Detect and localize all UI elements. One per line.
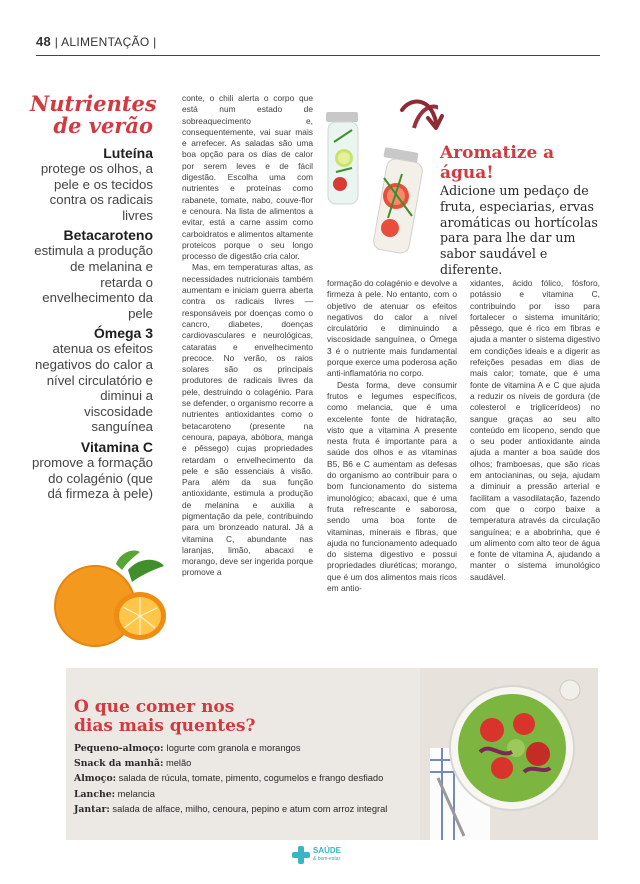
menu-title: O que comer nos dias mais quentes?	[74, 697, 256, 736]
paragraph: conte, o chili alerta o corpo que está num estado de sobreaquecimento e, consequentemente, vai suar mais e arrefecer. As saladas são uma boa opção para os dias de calor por serem leves e de fácil digestão. Escolha uma com nutrientes e proteínas como rabanete, tomate, nabo, couve-flor e cenoura. Na lista de alimentos a evitar, está a carne assim como carboidratos e alimentos altamente proteicos porque o seu longo processo de digestão cria calor.	[182, 93, 313, 262]
page-header	[36, 34, 157, 49]
header-divider	[36, 55, 600, 56]
nutrients-sidebar	[30, 91, 157, 502]
health-cross-icon	[292, 846, 310, 864]
menu-item: Almoço: salada de rúcula, tomate, pimento, cogumelos e frango desfiado	[74, 773, 384, 785]
paragraph: Desta forma, deve consumir frutos e legumes específicos, como melancia, que é uma excelente fonte de hidratação, visto que a vitamina A presente nesta fruta é importante para a saúde dos olhos e as vitaminas B5, B6 e C aumentam as defesas do organismo ao contribuir para o bom funcionamento do sistema imunológico; abacaxi, que é uma fruta refrescante e saborosa, sendo uma boa fonte de vitaminas, minerais e fibras, que ajuda no funcionamento adequado do sistema digestivo e possui propriedades diuréticas; morango, que é um dos alimentos mais ricos em antio-	[327, 379, 457, 594]
nutrient-term: Betacaroteno	[63, 227, 153, 244]
brand-name: SAÚDE	[313, 846, 342, 855]
page-number: 48	[36, 34, 52, 49]
curved-arrow-icon	[396, 96, 446, 136]
aroma-callout	[440, 143, 605, 278]
sidebar-title: Nutrientes de verão	[30, 91, 157, 138]
article-column-2	[327, 278, 457, 594]
menu-item: Lanche: melancia	[74, 788, 155, 800]
nutrient-term: Vitamina C	[80, 438, 153, 455]
article-column-3	[470, 278, 600, 583]
menu-list	[74, 698, 434, 817]
nutrient-desc: promove a formação do colagénio (que dá firmeza à pele)	[32, 454, 153, 502]
menu-item: Snack da manhã: melão	[74, 758, 192, 770]
menu-item: Pequeno-almoço: Iogurte com granola e morangos	[74, 743, 301, 754]
paragraph: formação do colagénio e devolve a firmeza à pele. No entanto, com o objetivo de atenuar os efeitos negativos do calor a nível circulatório e diminuindo a viscosidade sanguínea, o Ómega 3 é o nutriente mais fundamental porque exerce uma poderosa ação anti-inflamatória no corpo.	[327, 278, 457, 379]
salad-bowl-image	[420, 668, 598, 840]
orange-image	[40, 548, 170, 648]
nutrient-term: Luteína	[103, 145, 153, 161]
article-column-1	[182, 93, 313, 579]
paragraph: Mas, em temperaturas altas, as necessidades nutricionais também aumentam e iniciam guerra aberta contra os radicais livres — responsáveis por doenças como o cancro, diabetes, doenças cardiovasculares e neurológicas, cataratas e envelhecimento precoce. No verão, os raios solares são os principais produtores de radicais livres da pele, destruindo o colagénio. Para se defender, o organismo recorre a nutrientes antioxidantes como o betacaroteno (presente na cenoura, papaya, abóbora, manga e pêssego) cujas propriedades retardam o envelhecimento da pele e são essenciais à visão. Para além da sua função antioxidante, estimula a produção de melanina e auxilia a pigmentação da pele, contribuindo para um bronzeado natural. Já a vitamina C, abundante nas laranjas, limão, abacaxi e morango, deve ser ingerida porque promove a	[182, 262, 313, 578]
aroma-text: Adicione um pedaço de fruta, especiarias, ervas aromáticas ou hortícolas para para lhe dar um sabor saudável e diferente.	[440, 183, 598, 277]
aroma-title: Aromatize a água!	[440, 143, 555, 183]
nutrient-desc: atenua os efeitos negativos do calor a nível circulatório e diminui a viscosidade sanguínea	[34, 341, 153, 435]
paragraph: xidantes, ácido fólico, fósforo, potássio e vitamina C, contribuindo por isso para fortalecer o sistema imunitário; pêssego, que é rico em fibras e ajuda a manter o sistema digestivo em condições ideais e a digerir as refeições pesadas em dias de mais calor; tomate, que é uma fonte de vitamina A e C que ajuda a reduzir os níveis de gordura (de colesterol e triglicerídeos) no sangue graças ao seu alto conteúdo em licopeno, sendo que o seu poder antioxidante ainda ajuda a manter a boa saúde dos olhos; framboesas, que são ricas em antocianinas, ou seja, ajudam a diminuir a pressão arterial e facilitam a vasodilatação, fazendo com que o corpo baixe a temperatura através da circulação sanguínea; e a abobrinha, que é um alimento com alto teor de água e fonte de vitamina A, ajudando a manter o sistema imunológico saudável.	[470, 278, 600, 582]
nutrient-desc: protege os olhos, a pele e os tecidos contra os radicais livres	[40, 161, 153, 223]
nutrient-term: Ómega 3	[93, 325, 153, 342]
section-label: | ALIMENTAÇÃO |	[54, 35, 157, 49]
brand-logo	[292, 846, 341, 864]
brand-subtitle: & bem-estar	[313, 856, 341, 862]
menu-item: Jantar: salada de alface, milho, cenoura, pepino e atum com arroz integral	[74, 803, 388, 815]
nutrient-desc: estimula a produção de melanina e retarda o envelhecimento da pele	[34, 243, 153, 321]
